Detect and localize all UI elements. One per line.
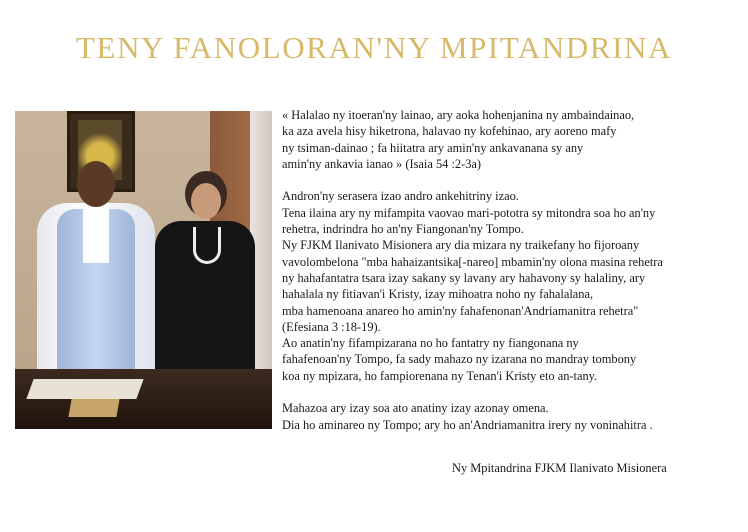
text-line: ny hahafantatra tsara izay sakany sy lavany ary hahavony sy halaliny, ary xyxy=(282,270,646,285)
message-body xyxy=(282,107,744,433)
text-line: Tena ilaina ary ny mifampita vaovao mari-pototra sy mitondra soa ho an'ny xyxy=(282,205,656,220)
quote-line: ka aza avela hisy hiketrona, halavao ny kofehinao, ary aoreno mafy xyxy=(282,124,617,139)
text-line: Ao anatin'ny fifampizarana no ho fantatry ny fiangonana ny xyxy=(282,336,579,351)
page-title: TENY FANOLORAN'NY MPITANDRINA xyxy=(76,30,672,65)
text-line: Dia ho aminareo ny Tompo; ary ho an'Andriamanitra irery ny voninahitra . xyxy=(282,417,653,432)
text-line: fahafenoan'ny Tompo, fa sady mahazo ny izarana no mandray tombony xyxy=(282,352,637,367)
text-line: Mahazoa ary izay soa ato anatiny izay azonay omena. xyxy=(282,401,549,416)
text-line: koa ny mpizara, ho fampiorenana ny Tenan'i Kristy eto an-tany. xyxy=(282,368,598,383)
pastor-couple-photo xyxy=(15,111,272,429)
desk-papers xyxy=(26,379,143,399)
desk xyxy=(15,369,272,429)
text-line: (Efesiana 3 :18-19). xyxy=(282,319,381,334)
quote-line: « Halalao ny itoeran'ny lainao, ary aoka hohenjanina ny ambaindainao, xyxy=(282,108,635,122)
text-line: rehetra, indrindra ho an'ny Fiangonan'ny Tompo. xyxy=(282,222,524,237)
text-line: vavolombelona "mba hahaizantsika[-nareo] mbamin'ny olona masina rehetra xyxy=(282,254,663,269)
paragraph-closing xyxy=(282,400,744,433)
quote-line: ny tsiman-dainao ; fa hiitatra ary amin'ny ankavanana sy any xyxy=(282,140,584,155)
text-line: hahalala ny fitiavan'i Kristy, izay mihoatra noho ny fahalalana, xyxy=(282,287,594,302)
paragraph-main xyxy=(282,188,744,384)
text-line: mba hamenoana anareo ho amin'ny fahafenonan'Andriamanitra rehetra" xyxy=(282,303,639,318)
quote-line: amin'ny ankavia ianao » (Isaia 54 :2-3a) xyxy=(282,156,482,171)
signature: Ny Mpitandrina FJKM Ilanivato Misionera xyxy=(452,461,667,475)
bible-quote xyxy=(282,107,744,172)
text-line: Andron'ny serasera izao andro ankehitriny izao. xyxy=(282,189,519,204)
text-line: Ny FJKM Ilanivato Misionera ary dia mizara ny traikefany ho fijoroany xyxy=(282,238,640,253)
desk-book xyxy=(68,399,119,417)
